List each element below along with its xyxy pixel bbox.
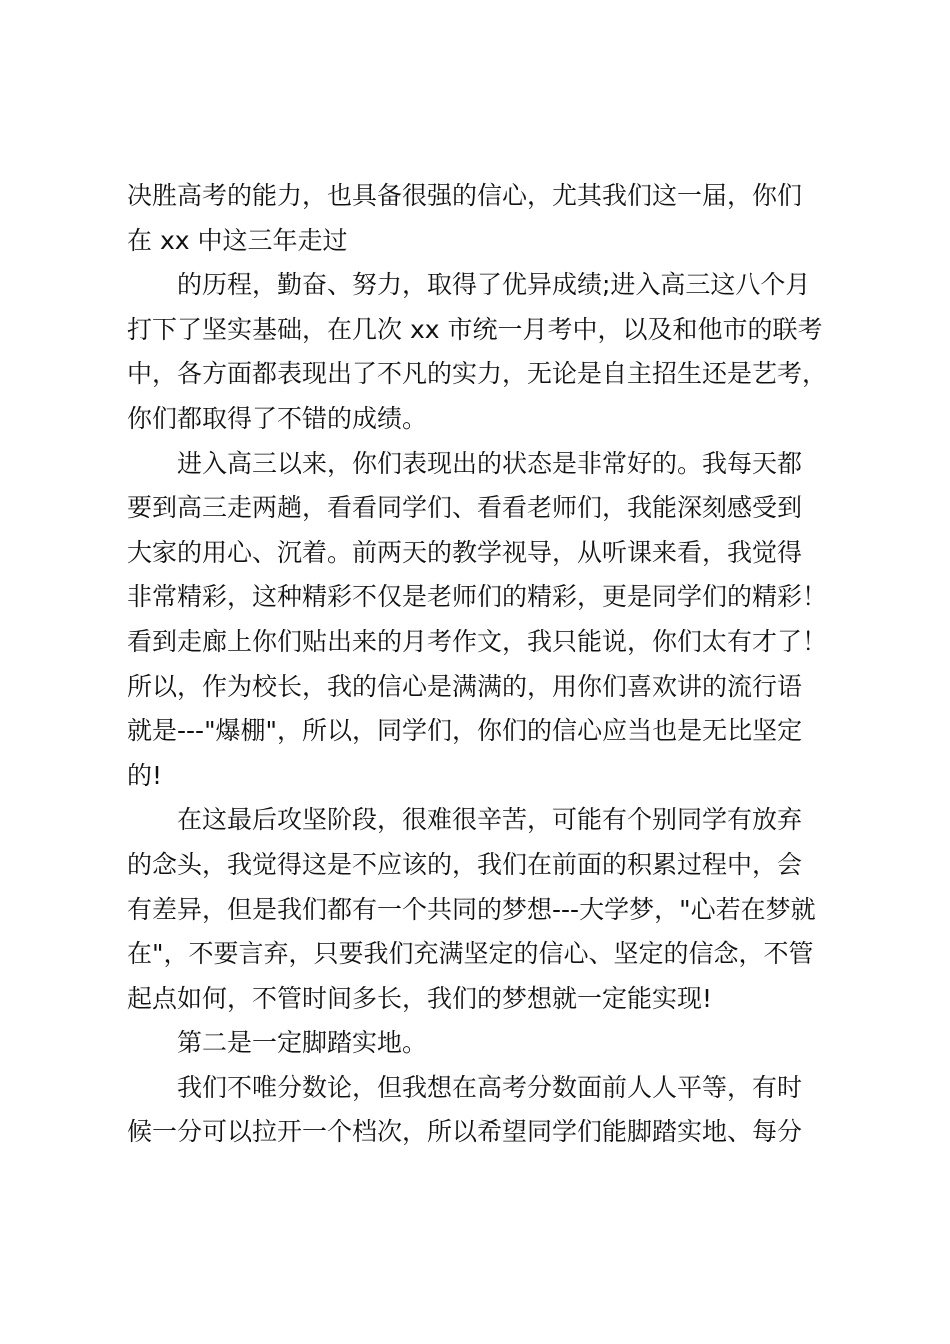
text-line: 在 xx 中这三年走过	[127, 225, 348, 255]
text-line: 起点如何，不管时间多长，我们的梦想就一定能实现!	[127, 983, 713, 1013]
text-line: 在这最后攻坚阶段，很难很辛苦，可能有个别同学有放弃	[177, 805, 803, 835]
text-line: 的念头，我觉得这是不应该的，我们在前面的积累过程中，会	[127, 849, 803, 879]
text-line: 的!	[127, 760, 163, 790]
text-line: 在"，不要言弃，只要我们充满坚定的信心、坚定的信念，不管	[127, 939, 814, 969]
text-line: 你们都取得了不错的成绩。	[127, 403, 428, 433]
text-line: 的历程，勤奋、努力，取得了优异成绩;进入高三这八个月	[177, 270, 811, 300]
text-line: 有差异，但是我们都有一个共同的梦想---大学梦，"心若在梦就	[127, 894, 816, 924]
text-line: 所以，作为校长，我的信心是满满的，用你们喜欢讲的流行语	[127, 671, 803, 701]
body-text	[127, 174, 847, 1155]
text-line: 看到走廊上你们贴出来的月考作文，我只能说，你们太有才了！	[127, 626, 828, 656]
text-line: 打下了坚实基础，在几次 xx 市统一月考中，以及和他市的联考	[127, 314, 823, 344]
text-line: 决胜高考的能力，也具备很强的信心，尤其我们这一届，你们	[127, 181, 803, 210]
text-line: 候一分可以拉开一个档次，所以希望同学们能脚踏实地、每分	[127, 1117, 803, 1147]
text-line: 非常精彩，这种精彩不仅是老师们的精彩，更是同学们的精彩！	[127, 582, 828, 612]
text-line: 大家的用心、沉着。前两天的教学视导，从听课来看，我觉得	[127, 537, 803, 567]
text-line: 我们不唯分数论，但我想在高考分数面前人人平等，有时	[177, 1072, 803, 1102]
text-line: 要到高三走两趟，看看同学们、看看老师们，我能深刻感受到	[127, 493, 803, 523]
text-line: 就是---"爆棚"，所以，同学们，你们的信心应当也是无比坚定	[127, 716, 803, 746]
text-line: 中，各方面都表现出了不凡的实力，无论是自主招生还是艺考，	[127, 359, 828, 389]
text-line: 第二是一定脚踏实地。	[177, 1028, 428, 1058]
text-line: 进入高三以来，你们表现出的状态是非常好的。我每天都	[177, 448, 803, 478]
